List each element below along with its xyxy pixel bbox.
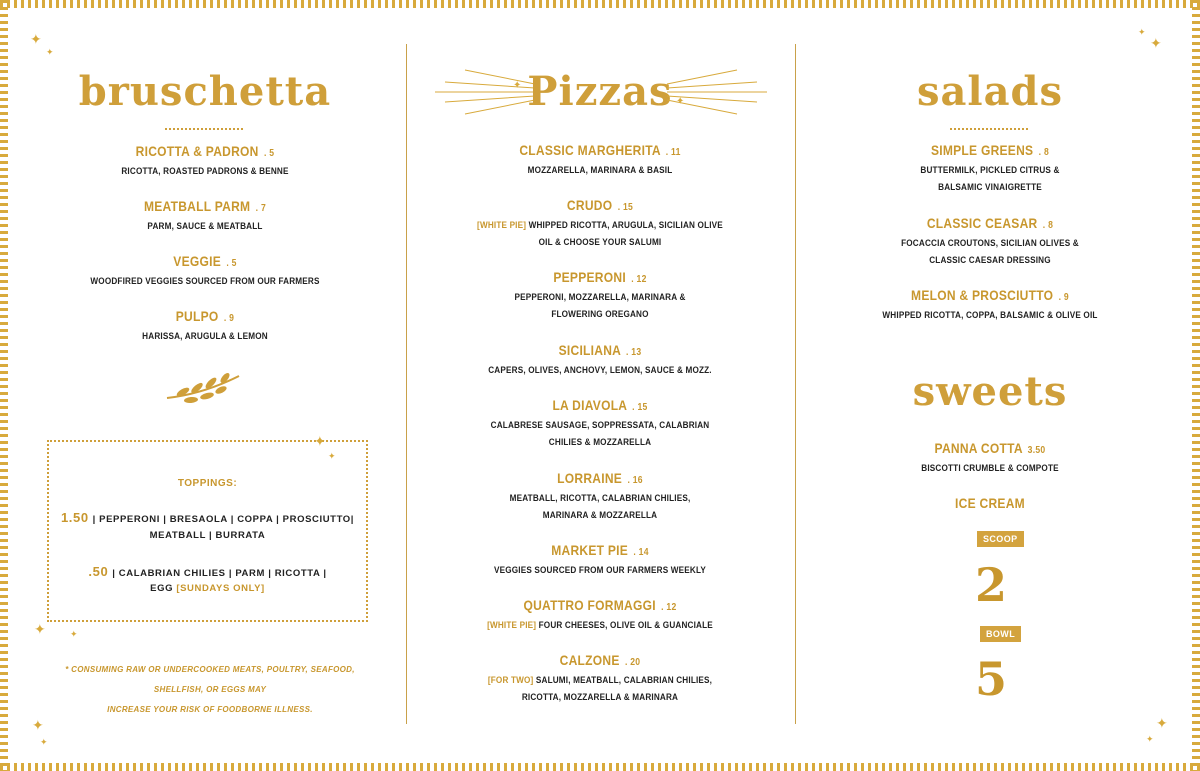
- menu-item-lorraine: [410, 469, 790, 524]
- item-price: . 8: [1038, 147, 1050, 158]
- item-description: BALSAMIC VINAIGRETTE: [938, 182, 1042, 193]
- disclaimer-line: INCREASE YOUR RISK OF FOODBORNE ILLNESS.: [107, 705, 313, 714]
- item-price: . 9: [1058, 292, 1069, 303]
- item-description-text: WHIPPED RICOTTA, ARUGULA, SICILIAN OLIVE: [528, 220, 723, 231]
- item-name: LA DIAVOLA: [552, 397, 627, 413]
- toppings-box: [47, 440, 368, 622]
- item-price: . 20: [624, 657, 641, 668]
- sparkle-icon: ✦: [34, 621, 46, 637]
- sparkle-icon: ✦: [1150, 35, 1162, 51]
- title-divider: [165, 128, 245, 130]
- sparkle-icon: ✦: [1138, 27, 1146, 37]
- salads-title: salads: [916, 68, 1064, 115]
- menu-item-classic-ceasar: [800, 214, 1180, 269]
- menu-item-crudo: [410, 196, 790, 251]
- item-description: PEPPERONI, MOZZARELLA, MARINARA &: [514, 292, 686, 303]
- bruschetta-column: [20, 0, 390, 771]
- bowl-price: 5: [974, 652, 1007, 706]
- sparkle-icon: ✦: [1156, 715, 1168, 731]
- bowl-badge: BOWL: [980, 626, 1021, 642]
- item-description: CALABRESE SAUSAGE, SOPPRESSATA, CALABRIAN: [490, 420, 710, 431]
- sparkle-icon: ✦: [328, 451, 336, 461]
- scoop-badge: SCOOP: [977, 531, 1024, 547]
- item-description: CAPERS, OLIVES, ANCHOVY, LEMON, SAUCE & MOZZ.: [488, 365, 712, 376]
- menu-item-ricotta-padron: [20, 142, 390, 180]
- item-name: SIMPLE GREENS: [930, 142, 1034, 158]
- item-name: PANNA COTTA: [934, 440, 1023, 456]
- toppings-sundays-tag: [SUNDAYS ONLY]: [176, 583, 265, 594]
- menu-item-siciliana: [410, 341, 790, 379]
- scoop-price: 2: [974, 558, 1007, 612]
- rays-right-icon: [662, 62, 767, 122]
- sparkle-icon: ✦: [30, 31, 42, 47]
- item-name: ICE CREAM: [955, 495, 1025, 511]
- item-name: CLASSIC CEASAR: [926, 215, 1038, 231]
- item-price: . 13: [626, 347, 642, 358]
- item-description: FLOWERING OREGANO: [551, 309, 649, 320]
- pizzas-column: [410, 0, 790, 771]
- item-name: MELON & PROSCIUTTO: [911, 287, 1054, 303]
- item-description: WHIPPED RICOTTA, COPPA, BALSAMIC & OLIVE OIL: [882, 310, 1098, 321]
- pizzas-title: Pizzas: [527, 68, 673, 115]
- title-divider: [950, 128, 1030, 130]
- menu-item-market-pie: [410, 541, 790, 579]
- item-tag: [WHITE PIE]: [487, 620, 537, 631]
- item-price: . 5: [226, 258, 237, 269]
- item-description: BISCOTTI CRUMBLE & COMPOTE: [921, 463, 1059, 474]
- item-price: 3.50: [1027, 445, 1046, 456]
- svg-text:✦: ✦: [676, 96, 685, 107]
- item-price: . 12: [661, 602, 677, 613]
- laurel-branch-icon: [163, 370, 243, 406]
- item-description-text: SALUMI, MEATBALL, CALABRIAN CHILIES,: [535, 675, 713, 686]
- salads-sweets-column: [800, 0, 1180, 771]
- bruschetta-title: bruschetta: [78, 68, 332, 115]
- item-price: . 8: [1042, 220, 1054, 231]
- item-description: HARISSA, ARUGULA & LEMON: [142, 331, 268, 342]
- sparkle-icon: ✦: [1146, 734, 1154, 744]
- toppings-tier1-line2: MEATBALL | BURRATA: [149, 530, 266, 541]
- item-name: CRUDO: [566, 197, 613, 213]
- toppings-tier2-price: .50: [88, 564, 109, 579]
- item-name: MARKET PIE: [551, 542, 629, 558]
- item-description: [437, 617, 764, 634]
- toppings-tier1-price: 1.50: [60, 510, 89, 525]
- item-description-text: FOUR CHEESES, OLIVE OIL & GUANCIALE: [538, 620, 713, 631]
- toppings-tier2-list: | CALABRIAN CHILIES | PARM | RICOTTA |: [112, 568, 327, 579]
- toppings-tier1-list: | PEPPERONI | BRESAOLA | COPPA | PROSCIUTTO|: [92, 514, 355, 525]
- toppings-egg: EGG: [150, 583, 174, 594]
- item-name: RICOTTA & PADRON: [135, 143, 259, 159]
- item-name: LORRAINE: [557, 470, 623, 486]
- toppings-tier2-line2: [49, 579, 366, 598]
- sparkle-icon: ✦: [46, 47, 54, 57]
- menu-item-pepperoni: [410, 268, 790, 323]
- item-tag: [WHITE PIE]: [477, 220, 527, 231]
- menu-item-panna-cotta: [800, 439, 1180, 477]
- column-divider-left: [406, 44, 407, 724]
- item-description: MOZZARELLA, MARINARA & BASIL: [527, 165, 673, 176]
- column-divider-right: [795, 44, 796, 724]
- menu-item-simple-greens: [800, 141, 1180, 196]
- item-tag: [FOR TWO]: [487, 675, 534, 686]
- item-price: . 15: [632, 402, 648, 413]
- menu-item-classic-margherita: [410, 141, 790, 179]
- item-name: CALZONE: [559, 652, 620, 668]
- item-description: RICOTTA, MOZZARELLA & MARINARA: [521, 692, 679, 703]
- item-description: PARM, SAUCE & MEATBALL: [147, 221, 263, 232]
- item-description: FOCACCIA CROUTONS, SICILIAN OLIVES &: [901, 238, 1079, 249]
- menu-item-melon-prosciutto: [800, 286, 1180, 324]
- item-description: CHILIES & MOZZARELLA: [548, 437, 652, 448]
- item-price: . 16: [627, 475, 643, 486]
- foodborne-disclaimer: [40, 660, 380, 720]
- sparkle-icon: ✦: [40, 737, 48, 747]
- item-price: . 14: [633, 547, 649, 558]
- disclaimer-line: * CONSUMING RAW OR UNDERCOOKED MEATS, POULTRY, SEAFOOD, SHELLFISH, OR EGGS MAY: [65, 665, 355, 694]
- svg-text:✦: ✦: [513, 80, 522, 91]
- item-name: SICILIANA: [558, 342, 621, 358]
- item-description: MARINARA & MOZZARELLA: [542, 510, 658, 521]
- sparkle-icon: ✦: [314, 433, 326, 449]
- item-description: OIL & CHOOSE YOUR SALUMI: [538, 237, 662, 248]
- item-description: CLASSIC CAESAR DRESSING: [929, 255, 1051, 266]
- frame-right-border: [1192, 0, 1200, 771]
- item-name: QUATTRO FORMAGGI: [523, 597, 656, 613]
- toppings-title: TOPPINGS:: [177, 478, 238, 489]
- item-description: BUTTERMILK, PICKLED CITRUS &: [920, 165, 1060, 176]
- sparkle-icon: ✦: [32, 717, 44, 733]
- menu-item-pulpo: [20, 307, 390, 345]
- sparkle-icon: ✦: [70, 629, 78, 639]
- item-description: VEGGIES SOURCED FROM OUR FARMERS WEEKLY: [493, 565, 707, 576]
- sweets-title: sweets: [912, 368, 1068, 415]
- item-name: PEPPERONI: [553, 269, 626, 285]
- item-description: [437, 672, 764, 689]
- menu-item-la-diavola: [410, 396, 790, 451]
- item-name: PULPO: [175, 308, 219, 324]
- menu-item-veggie: [20, 252, 390, 290]
- frame-left-border: [0, 0, 8, 771]
- item-name: MEATBALL PARM: [143, 198, 251, 214]
- menu-item-quattro-formaggi: [410, 596, 790, 634]
- item-description: RICOTTA, ROASTED PADRONS & BENNE: [121, 166, 289, 177]
- item-price: . 11: [665, 147, 681, 158]
- item-price: . 12: [631, 274, 647, 285]
- item-price: . 15: [617, 202, 634, 213]
- item-name: CLASSIC MARGHERITA: [519, 142, 661, 158]
- menu-item-ice-cream: [800, 494, 1180, 512]
- item-price: . 7: [255, 203, 267, 214]
- item-description: WOODFIRED VEGGIES SOURCED FROM OUR FARMERS: [90, 276, 320, 287]
- item-description: MEATBALL, RICOTTA, CALABRIAN CHILIES,: [509, 493, 691, 504]
- menu-item-calzone: [410, 651, 790, 706]
- item-price: . 9: [223, 313, 235, 324]
- item-name: VEGGIE: [173, 253, 222, 269]
- item-description: [437, 217, 764, 234]
- menu-item-meatball-parm: [20, 197, 390, 235]
- item-price: . 5: [263, 148, 275, 159]
